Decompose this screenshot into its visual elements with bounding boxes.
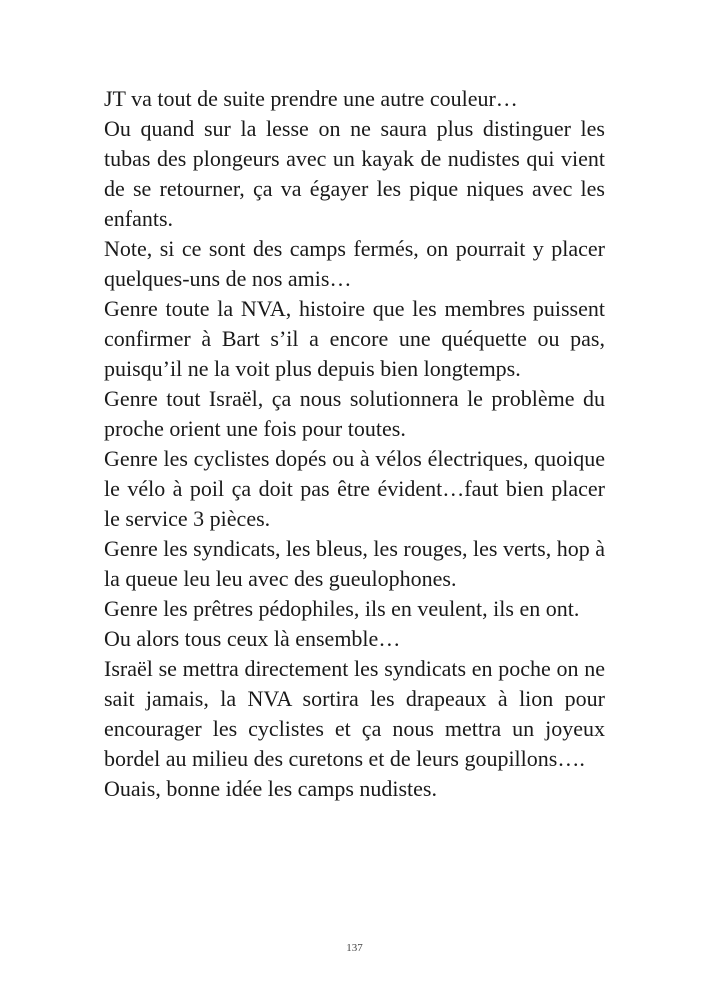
paragraph: Ou alors tous ceux là ensemble… (104, 626, 401, 651)
paragraph: Genre les prêtres pédophiles, ils en veulent, ils en ont. (104, 596, 580, 621)
paragraph: Genre toute la NVA, histoire que les membres puissent confirmer à Bart s’il a encore une quéquette ou pas, puisqu’il ne la voit plus depuis bien longtemps. (104, 296, 605, 381)
paragraph: JT va tout de suite prendre une autre couleur… (104, 86, 518, 111)
body-text (104, 84, 605, 804)
page-number: 137 (346, 942, 363, 954)
paragraph: Genre tout Israël, ça nous solutionnera le problème du proche orient une fois pour toutes. (104, 386, 605, 441)
paragraph: Israël se mettra directement les syndicats en poche on ne sait jamais, la NVA sortira les drapeaux à lion pour encourager les cyclistes et ça nous mettra un joyeux bordel au milieu des curetons et de leurs goupillons…. (104, 656, 605, 771)
paragraph: Note, si ce sont des camps fermés, on pourrait y placer quelques-uns de nos amis… (104, 236, 605, 291)
paragraph: Genre les cyclistes dopés ou à vélos électriques, quoique le vélo à poil ça doit pas être évident…faut bien placer le service 3 pièces. (104, 446, 605, 531)
paragraph: Ou quand sur la lesse on ne saura plus distinguer les tubas des plongeurs avec un kayak de nudistes qui vient de se retourner, ça va égayer les pique niques avec les enfants. (104, 116, 605, 231)
paragraph: Genre les syndicats, les bleus, les rouges, les verts, hop à la queue leu leu avec des gueulophones. (104, 536, 605, 591)
paragraph: Ouais, bonne idée les camps nudistes. (104, 776, 437, 801)
